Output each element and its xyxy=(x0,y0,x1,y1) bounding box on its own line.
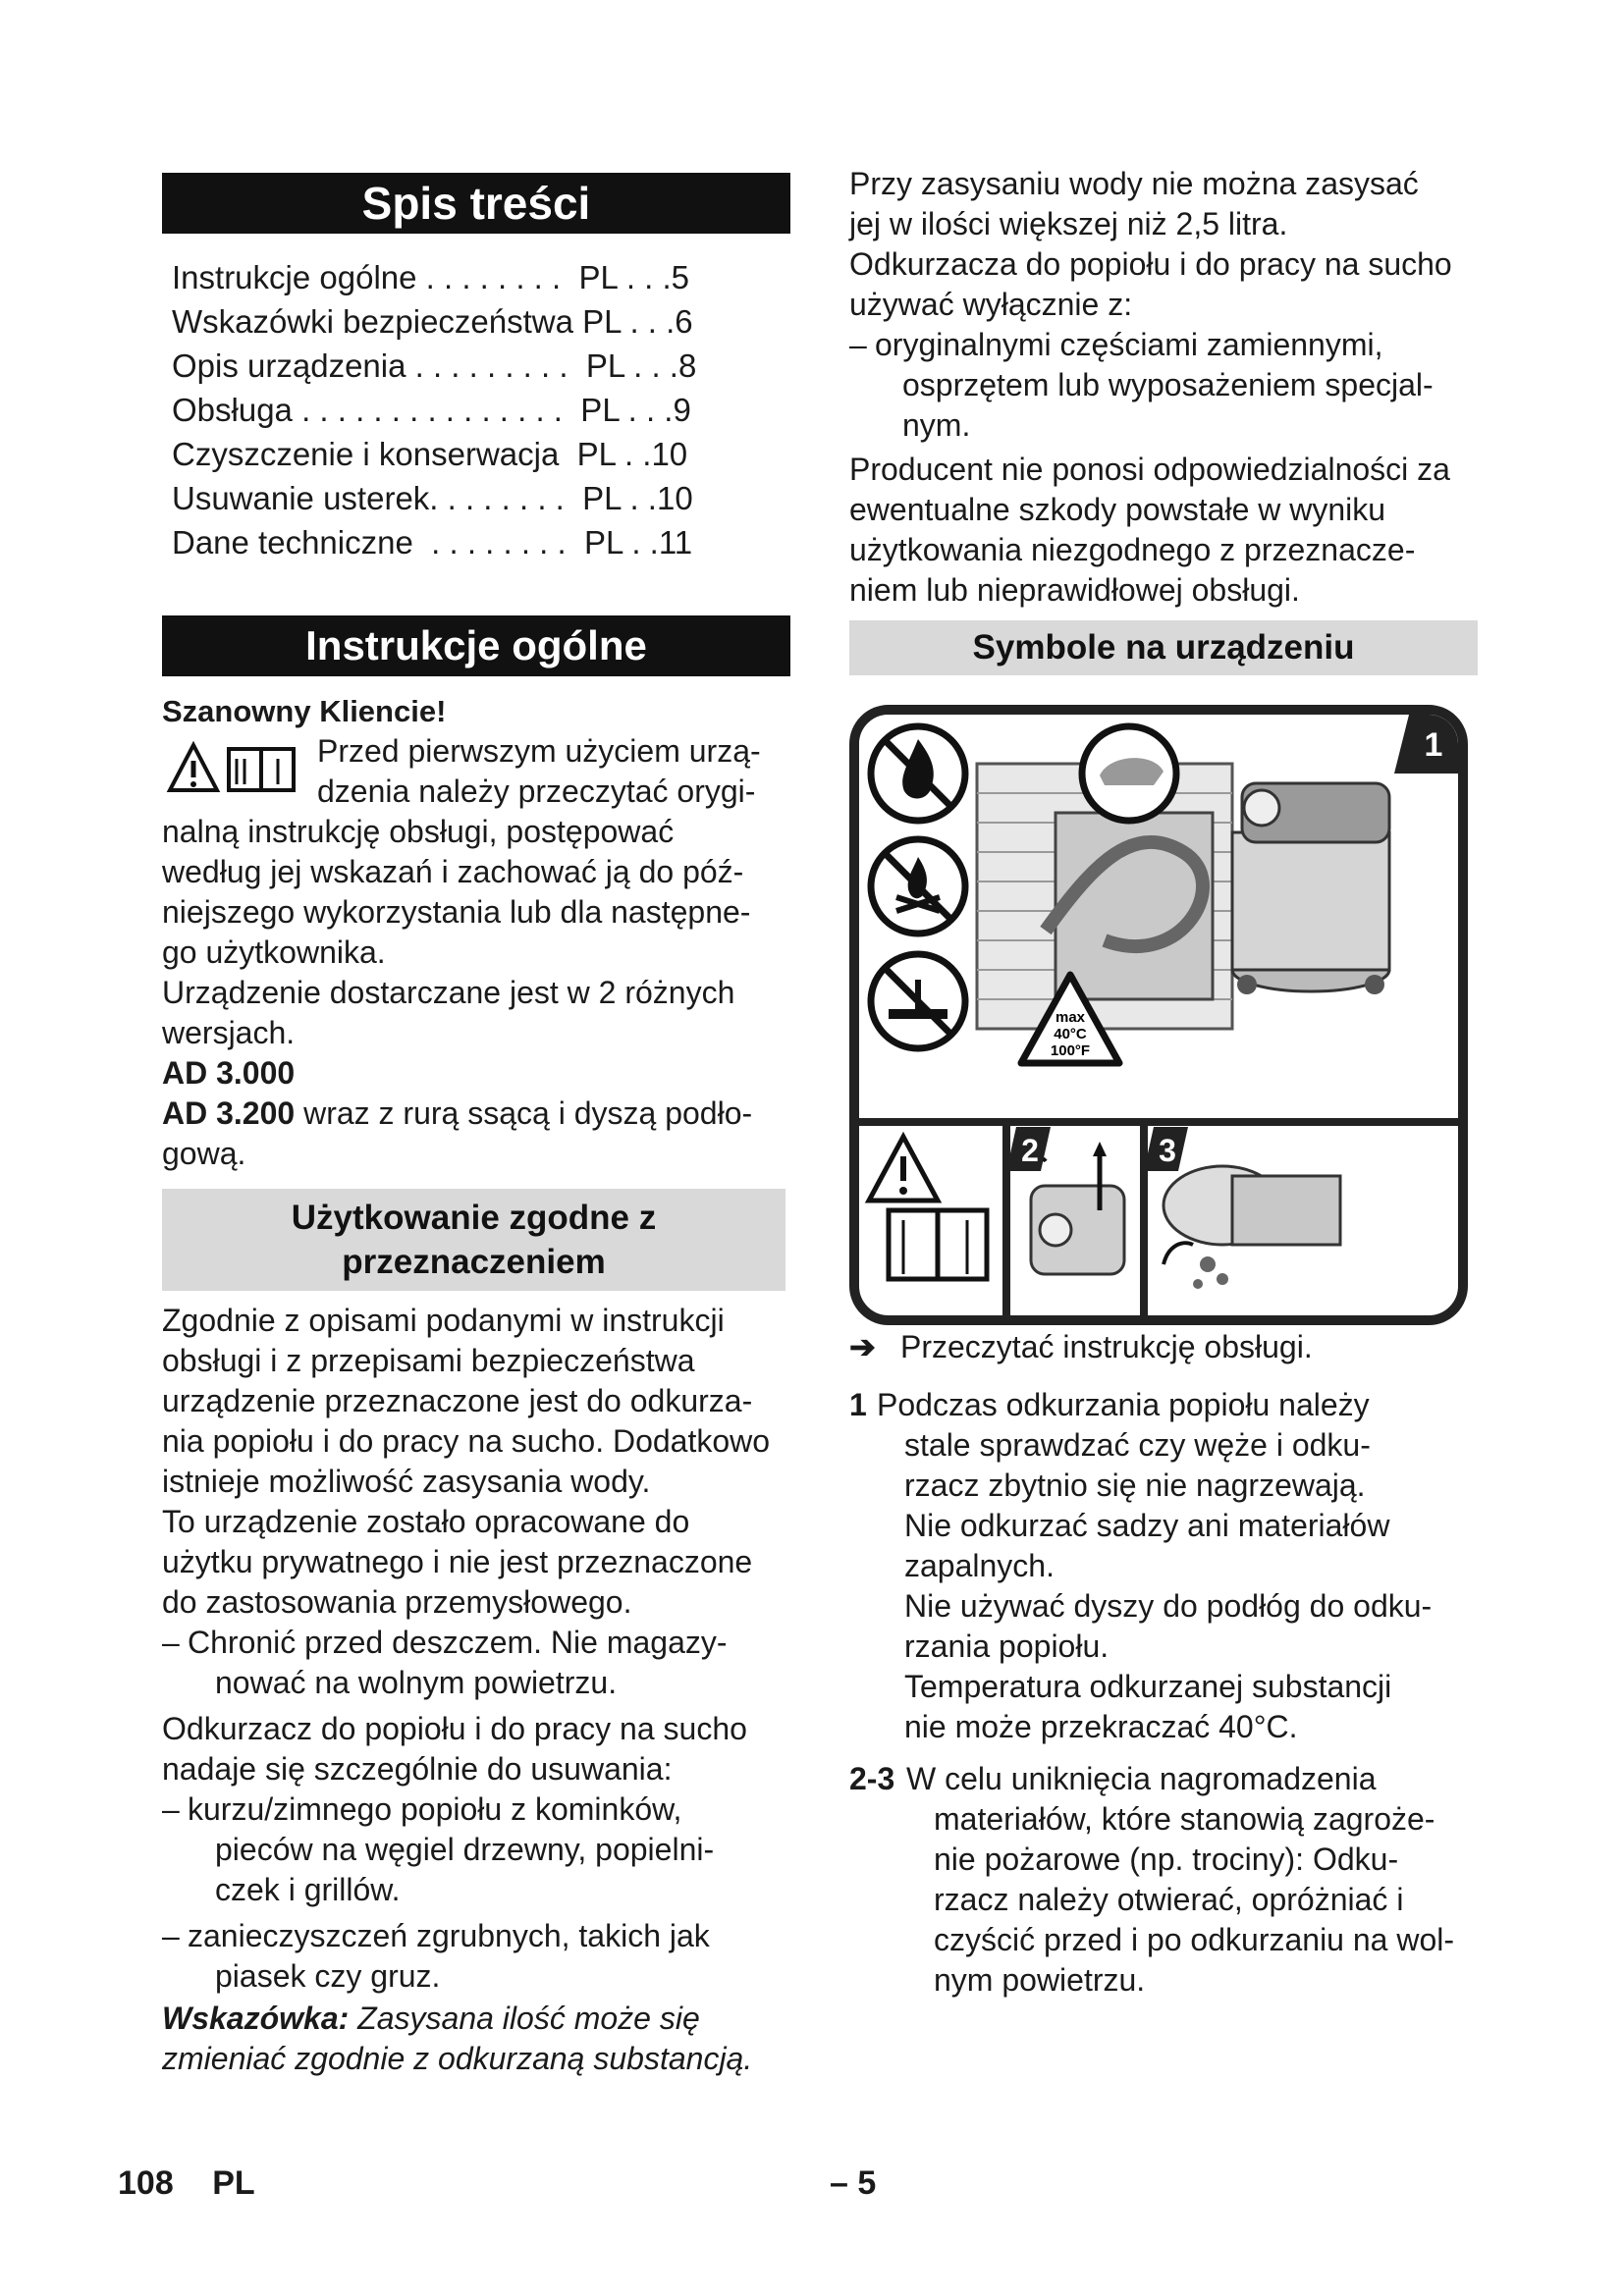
versions-line: wersjach. xyxy=(162,1015,296,1050)
text-line: Podczas odkurzania popiołu należy xyxy=(877,1387,1370,1422)
general-section xyxy=(162,691,790,1174)
list-item xyxy=(849,1385,1478,1747)
text-line: nym. xyxy=(902,407,971,443)
text-line: rzania popiołu. xyxy=(904,1629,1110,1664)
text-line: zanieczyszczeń zgrubnych, takich jak xyxy=(188,1918,710,1953)
arrow-item xyxy=(849,1327,1478,1367)
intended-use-title-2: przeznaczeniem xyxy=(342,1243,606,1281)
note-line xyxy=(162,1999,790,2039)
table-of-contents xyxy=(172,255,696,564)
temp-f: 100°F xyxy=(1050,1042,1091,1059)
toc-item[interactable]: Czyszczenie i konserwacja PL . .10 xyxy=(172,436,688,472)
model-ad3000: AD 3.000 xyxy=(162,1055,296,1091)
badge-3-text: 3 xyxy=(1159,1133,1176,1168)
arrow-item-text: Przeczytać instrukcję obsługi. xyxy=(900,1329,1313,1364)
list-item: – Chronić przed deszczem. Nie magazy- nować na wolnym powietrzu. xyxy=(162,1625,728,1700)
text-line: piasek czy gruz. xyxy=(215,1958,441,1994)
toc-item[interactable]: Opis urządzenia . . . . . . . . . PL . . .8 xyxy=(172,347,697,384)
text-line: nia popiołu i do pracy na sucho. Dodatkowo xyxy=(162,1423,771,1459)
text-line: stale sprawdzać czy węże i odku- xyxy=(904,1427,1371,1463)
text-line: W celu uniknięcia nagromadzenia xyxy=(906,1761,1377,1796)
list-item: – zanieczyszczeń zgrubnych, takich jak piasek czy gruz. xyxy=(162,1918,710,1994)
text-line: do zastosowania przemysłowego. xyxy=(162,1584,632,1620)
text-line: Odkurzacz do popiołu i do pracy na sucho xyxy=(162,1711,747,1746)
toc-item[interactable]: Instrukcje ogólne . . . . . . . . PL . . .5 xyxy=(172,259,690,295)
text-line: nować na wolnym powietrzu. xyxy=(215,1665,618,1700)
toc-item[interactable]: Usuwanie usterek. . . . . . . . PL . .10 xyxy=(172,480,693,516)
text-line: ewentualne szkody powstałe w wyniku xyxy=(849,492,1386,527)
note-line: zmieniać zgodnie z odkurzaną substancją. xyxy=(162,2041,753,2076)
toc-item[interactable]: Wskazówki bezpieczeństwa PL . . .6 xyxy=(172,303,693,340)
no-embers-icon xyxy=(871,839,965,934)
temp-max: max xyxy=(1055,1009,1086,1026)
item-number: 2-3 xyxy=(849,1761,895,1796)
text-line: zapalnych. xyxy=(904,1548,1055,1583)
general-title: Instrukcje ogólne xyxy=(305,622,647,668)
text-line: Nie używać dyszy do podłóg do odku- xyxy=(904,1588,1433,1624)
symbols-title: Symbole na urządzeniu xyxy=(972,628,1355,667)
language-code: PL xyxy=(212,2164,255,2202)
read-manual-icon xyxy=(869,1137,987,1279)
toc-header xyxy=(162,173,790,234)
text-line: Temperatura odkurzanej substancji xyxy=(904,1669,1392,1704)
toc-title: Spis treści xyxy=(361,178,591,229)
text-line: Chronić przed deszczem. Nie magazy- xyxy=(188,1625,728,1660)
greeting: Szanowny Kliencie! xyxy=(162,694,447,728)
intended-use-header xyxy=(162,1189,785,1291)
section-page: – 5 xyxy=(830,2164,877,2202)
text-line: Przy zasysaniu wody nie można zasysać xyxy=(849,166,1419,201)
footer-page-number xyxy=(118,2164,255,2203)
text-line: Zgodnie z opisami podanymi w instrukcji xyxy=(162,1303,725,1338)
item-number: 1 xyxy=(849,1387,867,1422)
text-line: istnieje możliwość zasysania wody. xyxy=(162,1464,651,1499)
text-line: niem lub nieprawidłowej obsługi. xyxy=(849,572,1300,608)
no-fire-icon xyxy=(871,726,965,821)
model-ad3200-desc: wraz z rurą ssącą i dyszą podło- xyxy=(295,1095,753,1131)
intended-use-section xyxy=(162,1301,790,2079)
toc-item[interactable]: Dane techniczne . . . . . . . . PL . .11 xyxy=(172,524,693,561)
text-line: nadaje się szczególnie do usuwania: xyxy=(162,1751,673,1787)
empty-container-illustration xyxy=(1164,1166,1340,1289)
intro-with-icons xyxy=(162,731,790,812)
text-line: czek i grillów. xyxy=(215,1872,401,1907)
footer-section-page xyxy=(830,2164,876,2203)
intro-line: według jej wskazań i zachować ją do póź- xyxy=(162,854,744,889)
badge-1-text: 1 xyxy=(1424,726,1443,764)
text-line: czyścić przed i po odkurzaniu na wol- xyxy=(934,1922,1455,1957)
page-number: 108 xyxy=(118,2164,174,2202)
text-line: obsługi i z przepisami bezpieczeństwa xyxy=(162,1343,695,1378)
intro-line: go użytkownika. xyxy=(162,934,386,970)
text-line: nym powietrzu. xyxy=(934,1962,1146,1998)
intro-line: nalną instrukcję obsługi, postępować xyxy=(162,814,675,849)
list-item: – kurzu/zimnego popiołu z kominków, pieców na węgiel drzewny, popielni- czek i grillów. xyxy=(162,1791,715,1907)
text-line: jej w ilości większej niż 2,5 litra. xyxy=(849,206,1288,241)
text-line: Odkurzacza do popiołu i do pracy na sucho xyxy=(849,246,1452,282)
text-line: nie może przekraczać 40°C. xyxy=(904,1709,1298,1744)
model-ad3200-desc-cont: gową. xyxy=(162,1136,246,1171)
text-line: pieców na węgiel drzewny, popielni- xyxy=(215,1832,715,1867)
intended-use-title-1: Użytkowanie zgodne z xyxy=(291,1199,657,1237)
note-label: Wskazówka: xyxy=(162,2001,350,2036)
arrow-right-icon: ➔ xyxy=(849,1329,876,1364)
intro-line: dzenia należy przeczytać orygi- xyxy=(317,774,756,809)
model-ad3200: AD 3.200 xyxy=(162,1095,296,1131)
text-line: używać wyłącznie z: xyxy=(849,287,1133,322)
symbols-header xyxy=(849,620,1478,675)
intro-line: Przed pierwszym użyciem urzą- xyxy=(317,733,761,769)
symbols-svg xyxy=(859,715,1458,1315)
device-symbols-illustration xyxy=(849,705,1468,1325)
model-ad3200-line xyxy=(162,1094,790,1134)
water-suction-section xyxy=(849,164,1478,611)
no-floor-nozzle-icon xyxy=(871,954,965,1048)
list-item: – oryginalnymi częściami zamiennymi, osprzętem lub wyposażeniem specjal- nym. xyxy=(849,327,1434,443)
note-text: Zasysana ilość może się xyxy=(349,2001,700,2036)
text-line: materiałów, które stanowią zagroże- xyxy=(934,1801,1435,1837)
toc-item[interactable]: Obsługa . . . . . . . . . . . . . . . PL . . .9 xyxy=(172,392,691,428)
text-line: rzacz należy otwierać, opróżniać i xyxy=(934,1882,1404,1917)
text-line: Producent nie ponosi odpowiedzialności za xyxy=(849,452,1450,487)
symbols-list xyxy=(849,1327,1478,2001)
text-line: rzacz zbytnio się nie nagrzewają. xyxy=(904,1468,1366,1503)
text-line: nie pożarowe (np. trociny): Odku- xyxy=(934,1842,1399,1877)
text-line: Nie odkurzać sadzy ani materiałów xyxy=(904,1508,1390,1543)
text-line: kurzu/zimnego popiołu z kominków, xyxy=(188,1791,682,1827)
text-line: użytkowania niezgodnego z przeznacze- xyxy=(849,532,1416,567)
text-line: To urządzenie zostało opracowane do xyxy=(162,1504,690,1539)
text-line: oryginalnymi częściami zamiennymi, xyxy=(875,327,1383,362)
text-line: użytku prywatnego i nie jest przeznaczone xyxy=(162,1544,753,1579)
list-item xyxy=(849,1759,1478,2001)
text-line: urządzenie przeznaczone jest do odkurza- xyxy=(162,1383,753,1418)
temp-c: 40°C xyxy=(1054,1026,1087,1042)
intro-line: niejszego wykorzystania lub dla następne- xyxy=(162,894,751,930)
warning-book-icon xyxy=(166,741,303,796)
text-line: osprzętem lub wyposażeniem specjal- xyxy=(902,367,1434,402)
general-header xyxy=(162,615,790,676)
vacuum-icon xyxy=(1232,783,1389,994)
badge-2-text: 2 xyxy=(1021,1133,1039,1168)
versions-line: Urządzenie dostarczane jest w 2 różnych xyxy=(162,975,735,1010)
